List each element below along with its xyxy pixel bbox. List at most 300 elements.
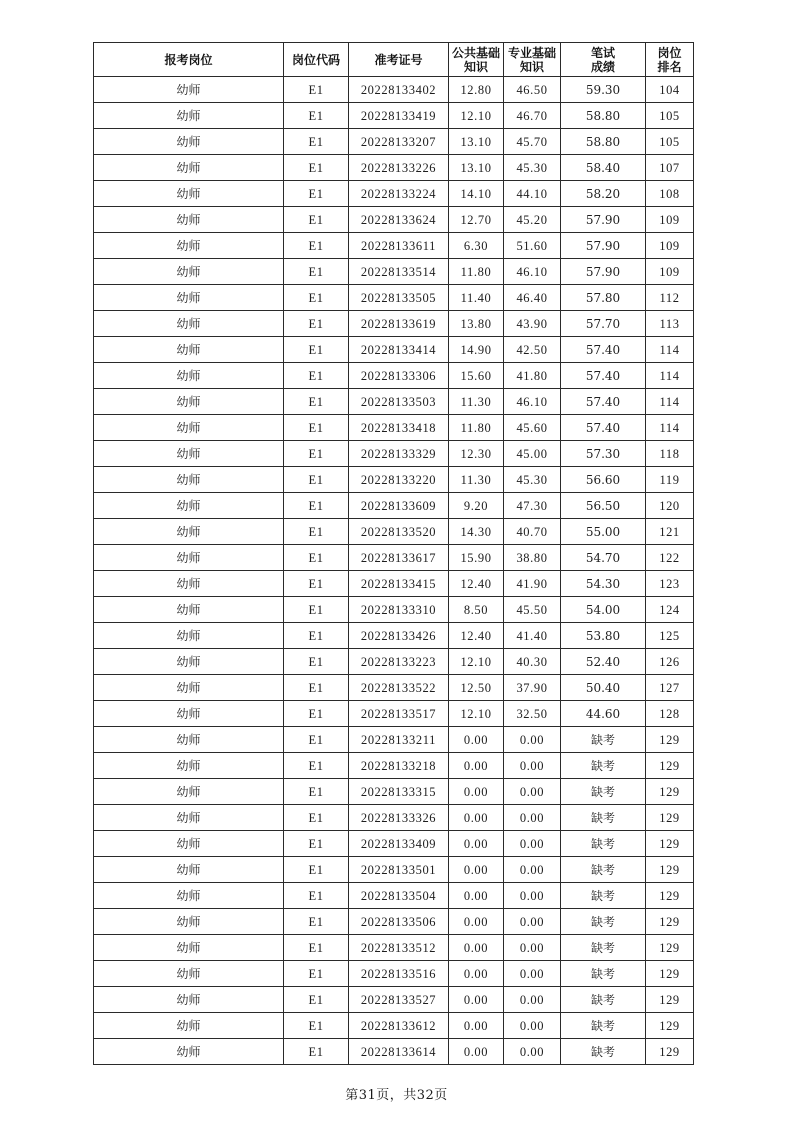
cell-position: 幼师 [94,909,284,935]
cell-professional: 41.40 [504,623,561,649]
cell-ticket: 20228133218 [349,753,449,779]
table-row [94,441,694,467]
cell-ticket: 20228133402 [349,77,449,103]
cell-professional: 0.00 [504,753,561,779]
table-row [94,467,694,493]
cell-rank: 114 [646,337,694,363]
cell-score: 57.90 [561,259,646,285]
cell-public: 15.60 [449,363,504,389]
cell-ticket: 20228133506 [349,909,449,935]
header-position-rank: 岗位 排名 [646,43,694,77]
cell-code: E1 [284,623,349,649]
table-row [94,805,694,831]
cell-position: 幼师 [94,779,284,805]
cell-ticket: 20228133426 [349,623,449,649]
table-row [94,597,694,623]
cell-ticket: 20228133220 [349,467,449,493]
cell-ticket: 20228133624 [349,207,449,233]
table-row [94,389,694,415]
cell-position: 幼师 [94,181,284,207]
cell-code: E1 [284,727,349,753]
cell-public: 15.90 [449,545,504,571]
cell-public: 0.00 [449,753,504,779]
cell-rank: 108 [646,181,694,207]
cell-ticket: 20228133409 [349,831,449,857]
cell-score: 缺考 [561,909,646,935]
cell-professional: 45.70 [504,129,561,155]
cell-code: E1 [284,909,349,935]
cell-score: 57.90 [561,207,646,233]
table-row [94,285,694,311]
cell-code: E1 [284,545,349,571]
cell-code: E1 [284,155,349,181]
cell-public: 0.00 [449,857,504,883]
cell-rank: 123 [646,571,694,597]
cell-position: 幼师 [94,493,284,519]
cell-position: 幼师 [94,337,284,363]
cell-position: 幼师 [94,311,284,337]
cell-code: E1 [284,961,349,987]
cell-public: 12.80 [449,77,504,103]
cell-professional: 46.50 [504,77,561,103]
cell-public: 11.80 [449,415,504,441]
table-row [94,207,694,233]
cell-score: 缺考 [561,753,646,779]
header-ticket-number: 准考证号 [349,43,449,77]
table-row [94,259,694,285]
cell-public: 14.10 [449,181,504,207]
cell-code: E1 [284,597,349,623]
cell-code: E1 [284,311,349,337]
cell-position: 幼师 [94,1039,284,1065]
cell-code: E1 [284,675,349,701]
table-row [94,727,694,753]
table-row [94,493,694,519]
cell-rank: 119 [646,467,694,493]
cell-score: 50.40 [561,675,646,701]
cell-score: 59.30 [561,77,646,103]
cell-score: 57.30 [561,441,646,467]
cell-score: 57.90 [561,233,646,259]
table-row [94,753,694,779]
cell-public: 0.00 [449,1039,504,1065]
cell-position: 幼师 [94,415,284,441]
cell-position: 幼师 [94,883,284,909]
cell-position: 幼师 [94,727,284,753]
cell-score: 缺考 [561,935,646,961]
cell-score: 57.40 [561,415,646,441]
cell-code: E1 [284,493,349,519]
cell-rank: 129 [646,987,694,1013]
header-professional-knowledge: 专业基础 知识 [504,43,561,77]
cell-ticket: 20228133419 [349,103,449,129]
table-row [94,623,694,649]
cell-score: 57.70 [561,311,646,337]
cell-position: 幼师 [94,753,284,779]
cell-position: 幼师 [94,701,284,727]
cell-rank: 127 [646,675,694,701]
cell-public: 0.00 [449,935,504,961]
cell-rank: 109 [646,207,694,233]
cell-professional: 42.50 [504,337,561,363]
cell-ticket: 20228133520 [349,519,449,545]
cell-score: 52.40 [561,649,646,675]
cell-rank: 120 [646,493,694,519]
cell-public: 0.00 [449,779,504,805]
cell-public: 13.10 [449,155,504,181]
cell-position: 幼师 [94,441,284,467]
cell-rank: 128 [646,701,694,727]
cell-rank: 125 [646,623,694,649]
cell-professional: 0.00 [504,987,561,1013]
header-public-knowledge: 公共基础 知识 [449,43,504,77]
cell-professional: 46.10 [504,389,561,415]
cell-professional: 0.00 [504,1013,561,1039]
cell-code: E1 [284,441,349,467]
cell-position: 幼师 [94,389,284,415]
cell-ticket: 20228133501 [349,857,449,883]
cell-ticket: 20228133617 [349,545,449,571]
cell-rank: 126 [646,649,694,675]
table-row [94,77,694,103]
cell-position: 幼师 [94,545,284,571]
cell-score: 58.80 [561,103,646,129]
cell-public: 13.10 [449,129,504,155]
cell-position: 幼师 [94,831,284,857]
cell-professional: 45.60 [504,415,561,441]
cell-code: E1 [284,753,349,779]
table-row [94,987,694,1013]
cell-professional: 0.00 [504,961,561,987]
cell-position: 幼师 [94,233,284,259]
table-header [94,43,694,77]
cell-public: 0.00 [449,831,504,857]
cell-public: 0.00 [449,883,504,909]
cell-code: E1 [284,77,349,103]
cell-professional: 47.30 [504,493,561,519]
cell-public: 12.10 [449,649,504,675]
table-row [94,779,694,805]
cell-rank: 129 [646,805,694,831]
cell-professional: 40.70 [504,519,561,545]
cell-ticket: 20228133505 [349,285,449,311]
table-row [94,571,694,597]
cell-rank: 112 [646,285,694,311]
cell-code: E1 [284,337,349,363]
cell-score: 缺考 [561,831,646,857]
cell-rank: 109 [646,233,694,259]
cell-ticket: 20228133517 [349,701,449,727]
table-row [94,961,694,987]
cell-public: 12.10 [449,103,504,129]
cell-code: E1 [284,103,349,129]
cell-position: 幼师 [94,259,284,285]
cell-score: 58.80 [561,129,646,155]
cell-rank: 124 [646,597,694,623]
table-row [94,311,694,337]
cell-public: 12.10 [449,701,504,727]
cell-score: 57.40 [561,337,646,363]
cell-position: 幼师 [94,675,284,701]
cell-rank: 129 [646,831,694,857]
cell-code: E1 [284,935,349,961]
header-position-code: 岗位代码 [284,43,349,77]
cell-position: 幼师 [94,571,284,597]
cell-score: 55.00 [561,519,646,545]
cell-rank: 114 [646,363,694,389]
cell-public: 11.30 [449,389,504,415]
cell-position: 幼师 [94,961,284,987]
cell-code: E1 [284,857,349,883]
cell-ticket: 20228133211 [349,727,449,753]
cell-code: E1 [284,129,349,155]
cell-position: 幼师 [94,649,284,675]
cell-professional: 41.90 [504,571,561,597]
cell-code: E1 [284,571,349,597]
cell-rank: 122 [646,545,694,571]
cell-professional: 0.00 [504,779,561,805]
cell-rank: 105 [646,103,694,129]
cell-position: 幼师 [94,363,284,389]
cell-code: E1 [284,1013,349,1039]
cell-professional: 44.10 [504,181,561,207]
cell-public: 0.00 [449,961,504,987]
cell-position: 幼师 [94,935,284,961]
cell-professional: 37.90 [504,675,561,701]
cell-professional: 0.00 [504,857,561,883]
cell-public: 0.00 [449,987,504,1013]
table-row [94,857,694,883]
cell-code: E1 [284,415,349,441]
cell-code: E1 [284,987,349,1013]
cell-public: 9.20 [449,493,504,519]
cell-public: 0.00 [449,805,504,831]
cell-rank: 129 [646,909,694,935]
table-row [94,1039,694,1065]
cell-public: 13.80 [449,311,504,337]
cell-public: 11.40 [449,285,504,311]
cell-rank: 109 [646,259,694,285]
cell-public: 0.00 [449,1013,504,1039]
table-row [94,649,694,675]
cell-position: 幼师 [94,1013,284,1039]
cell-ticket: 20228133310 [349,597,449,623]
cell-rank: 118 [646,441,694,467]
cell-rank: 104 [646,77,694,103]
cell-position: 幼师 [94,155,284,181]
cell-code: E1 [284,883,349,909]
table-row [94,935,694,961]
cell-position: 幼师 [94,519,284,545]
cell-position: 幼师 [94,285,284,311]
cell-code: E1 [284,805,349,831]
cell-ticket: 20228133514 [349,259,449,285]
cell-code: E1 [284,233,349,259]
cell-score: 54.00 [561,597,646,623]
cell-code: E1 [284,519,349,545]
table-row [94,129,694,155]
cell-score: 缺考 [561,857,646,883]
cell-score: 缺考 [561,805,646,831]
cell-score: 54.70 [561,545,646,571]
cell-code: E1 [284,649,349,675]
cell-public: 14.30 [449,519,504,545]
cell-ticket: 20228133527 [349,987,449,1013]
cell-position: 幼师 [94,77,284,103]
cell-professional: 32.50 [504,701,561,727]
cell-public: 11.80 [449,259,504,285]
cell-ticket: 20228133503 [349,389,449,415]
cell-public: 6.30 [449,233,504,259]
table-row [94,909,694,935]
table-row [94,155,694,181]
cell-score: 54.30 [561,571,646,597]
cell-ticket: 20228133415 [349,571,449,597]
cell-score: 58.40 [561,155,646,181]
cell-ticket: 20228133612 [349,1013,449,1039]
cell-professional: 38.80 [504,545,561,571]
cell-score: 57.40 [561,389,646,415]
cell-ticket: 20228133504 [349,883,449,909]
table-row [94,675,694,701]
cell-professional: 45.30 [504,155,561,181]
header-position: 报考岗位 [94,43,284,77]
cell-score: 57.40 [561,363,646,389]
cell-professional: 45.00 [504,441,561,467]
table-row [94,103,694,129]
cell-score: 56.50 [561,493,646,519]
cell-professional: 51.60 [504,233,561,259]
cell-rank: 129 [646,1039,694,1065]
cell-public: 14.90 [449,337,504,363]
cell-rank: 105 [646,129,694,155]
table-row [94,1013,694,1039]
cell-score: 53.80 [561,623,646,649]
cell-public: 0.00 [449,909,504,935]
cell-rank: 129 [646,727,694,753]
cell-public: 12.50 [449,675,504,701]
cell-rank: 129 [646,961,694,987]
cell-code: E1 [284,467,349,493]
cell-score: 44.60 [561,701,646,727]
cell-code: E1 [284,779,349,805]
cell-ticket: 20228133522 [349,675,449,701]
cell-rank: 114 [646,415,694,441]
table-row [94,701,694,727]
cell-code: E1 [284,363,349,389]
cell-position: 幼师 [94,467,284,493]
table-body [94,77,694,1065]
cell-public: 11.30 [449,467,504,493]
page-number: 第31页，共32页 [345,1088,448,1103]
cell-score: 缺考 [561,727,646,753]
cell-position: 幼师 [94,207,284,233]
cell-public: 0.00 [449,727,504,753]
cell-position: 幼师 [94,103,284,129]
cell-code: E1 [284,207,349,233]
table-row [94,181,694,207]
cell-professional: 0.00 [504,805,561,831]
table-row [94,519,694,545]
cell-ticket: 20228133223 [349,649,449,675]
cell-professional: 0.00 [504,935,561,961]
cell-score: 57.80 [561,285,646,311]
table-row [94,545,694,571]
cell-professional: 0.00 [504,1039,561,1065]
cell-rank: 129 [646,857,694,883]
cell-rank: 107 [646,155,694,181]
cell-professional: 45.50 [504,597,561,623]
table-row [94,831,694,857]
table-row [94,415,694,441]
cell-professional: 46.40 [504,285,561,311]
cell-code: E1 [284,1039,349,1065]
cell-ticket: 20228133619 [349,311,449,337]
cell-position: 幼师 [94,623,284,649]
table-row [94,883,694,909]
cell-rank: 121 [646,519,694,545]
cell-public: 12.40 [449,623,504,649]
cell-score: 缺考 [561,961,646,987]
cell-position: 幼师 [94,597,284,623]
cell-ticket: 20228133516 [349,961,449,987]
cell-ticket: 20228133418 [349,415,449,441]
cell-professional: 45.30 [504,467,561,493]
table-row [94,363,694,389]
cell-ticket: 20228133207 [349,129,449,155]
cell-score: 缺考 [561,883,646,909]
cell-code: E1 [284,285,349,311]
cell-professional: 0.00 [504,727,561,753]
cell-position: 幼师 [94,129,284,155]
cell-position: 幼师 [94,857,284,883]
cell-score: 缺考 [561,1013,646,1039]
cell-position: 幼师 [94,805,284,831]
cell-position: 幼师 [94,987,284,1013]
cell-public: 12.30 [449,441,504,467]
cell-ticket: 20228133315 [349,779,449,805]
cell-professional: 0.00 [504,883,561,909]
cell-public: 8.50 [449,597,504,623]
cell-professional: 45.20 [504,207,561,233]
cell-rank: 114 [646,389,694,415]
cell-rank: 129 [646,753,694,779]
cell-ticket: 20228133609 [349,493,449,519]
cell-code: E1 [284,389,349,415]
cell-ticket: 20228133512 [349,935,449,961]
cell-professional: 46.10 [504,259,561,285]
cell-ticket: 20228133329 [349,441,449,467]
cell-ticket: 20228133306 [349,363,449,389]
table-row [94,233,694,259]
cell-professional: 0.00 [504,831,561,857]
cell-score: 58.20 [561,181,646,207]
cell-ticket: 20228133611 [349,233,449,259]
cell-code: E1 [284,831,349,857]
cell-score: 缺考 [561,987,646,1013]
header-written-score: 笔试 成绩 [561,43,646,77]
cell-rank: 129 [646,779,694,805]
cell-professional: 46.70 [504,103,561,129]
cell-rank: 129 [646,1013,694,1039]
cell-professional: 43.90 [504,311,561,337]
table-row [94,337,694,363]
cell-code: E1 [284,181,349,207]
cell-rank: 113 [646,311,694,337]
cell-code: E1 [284,701,349,727]
cell-rank: 129 [646,935,694,961]
header-row [94,43,694,77]
